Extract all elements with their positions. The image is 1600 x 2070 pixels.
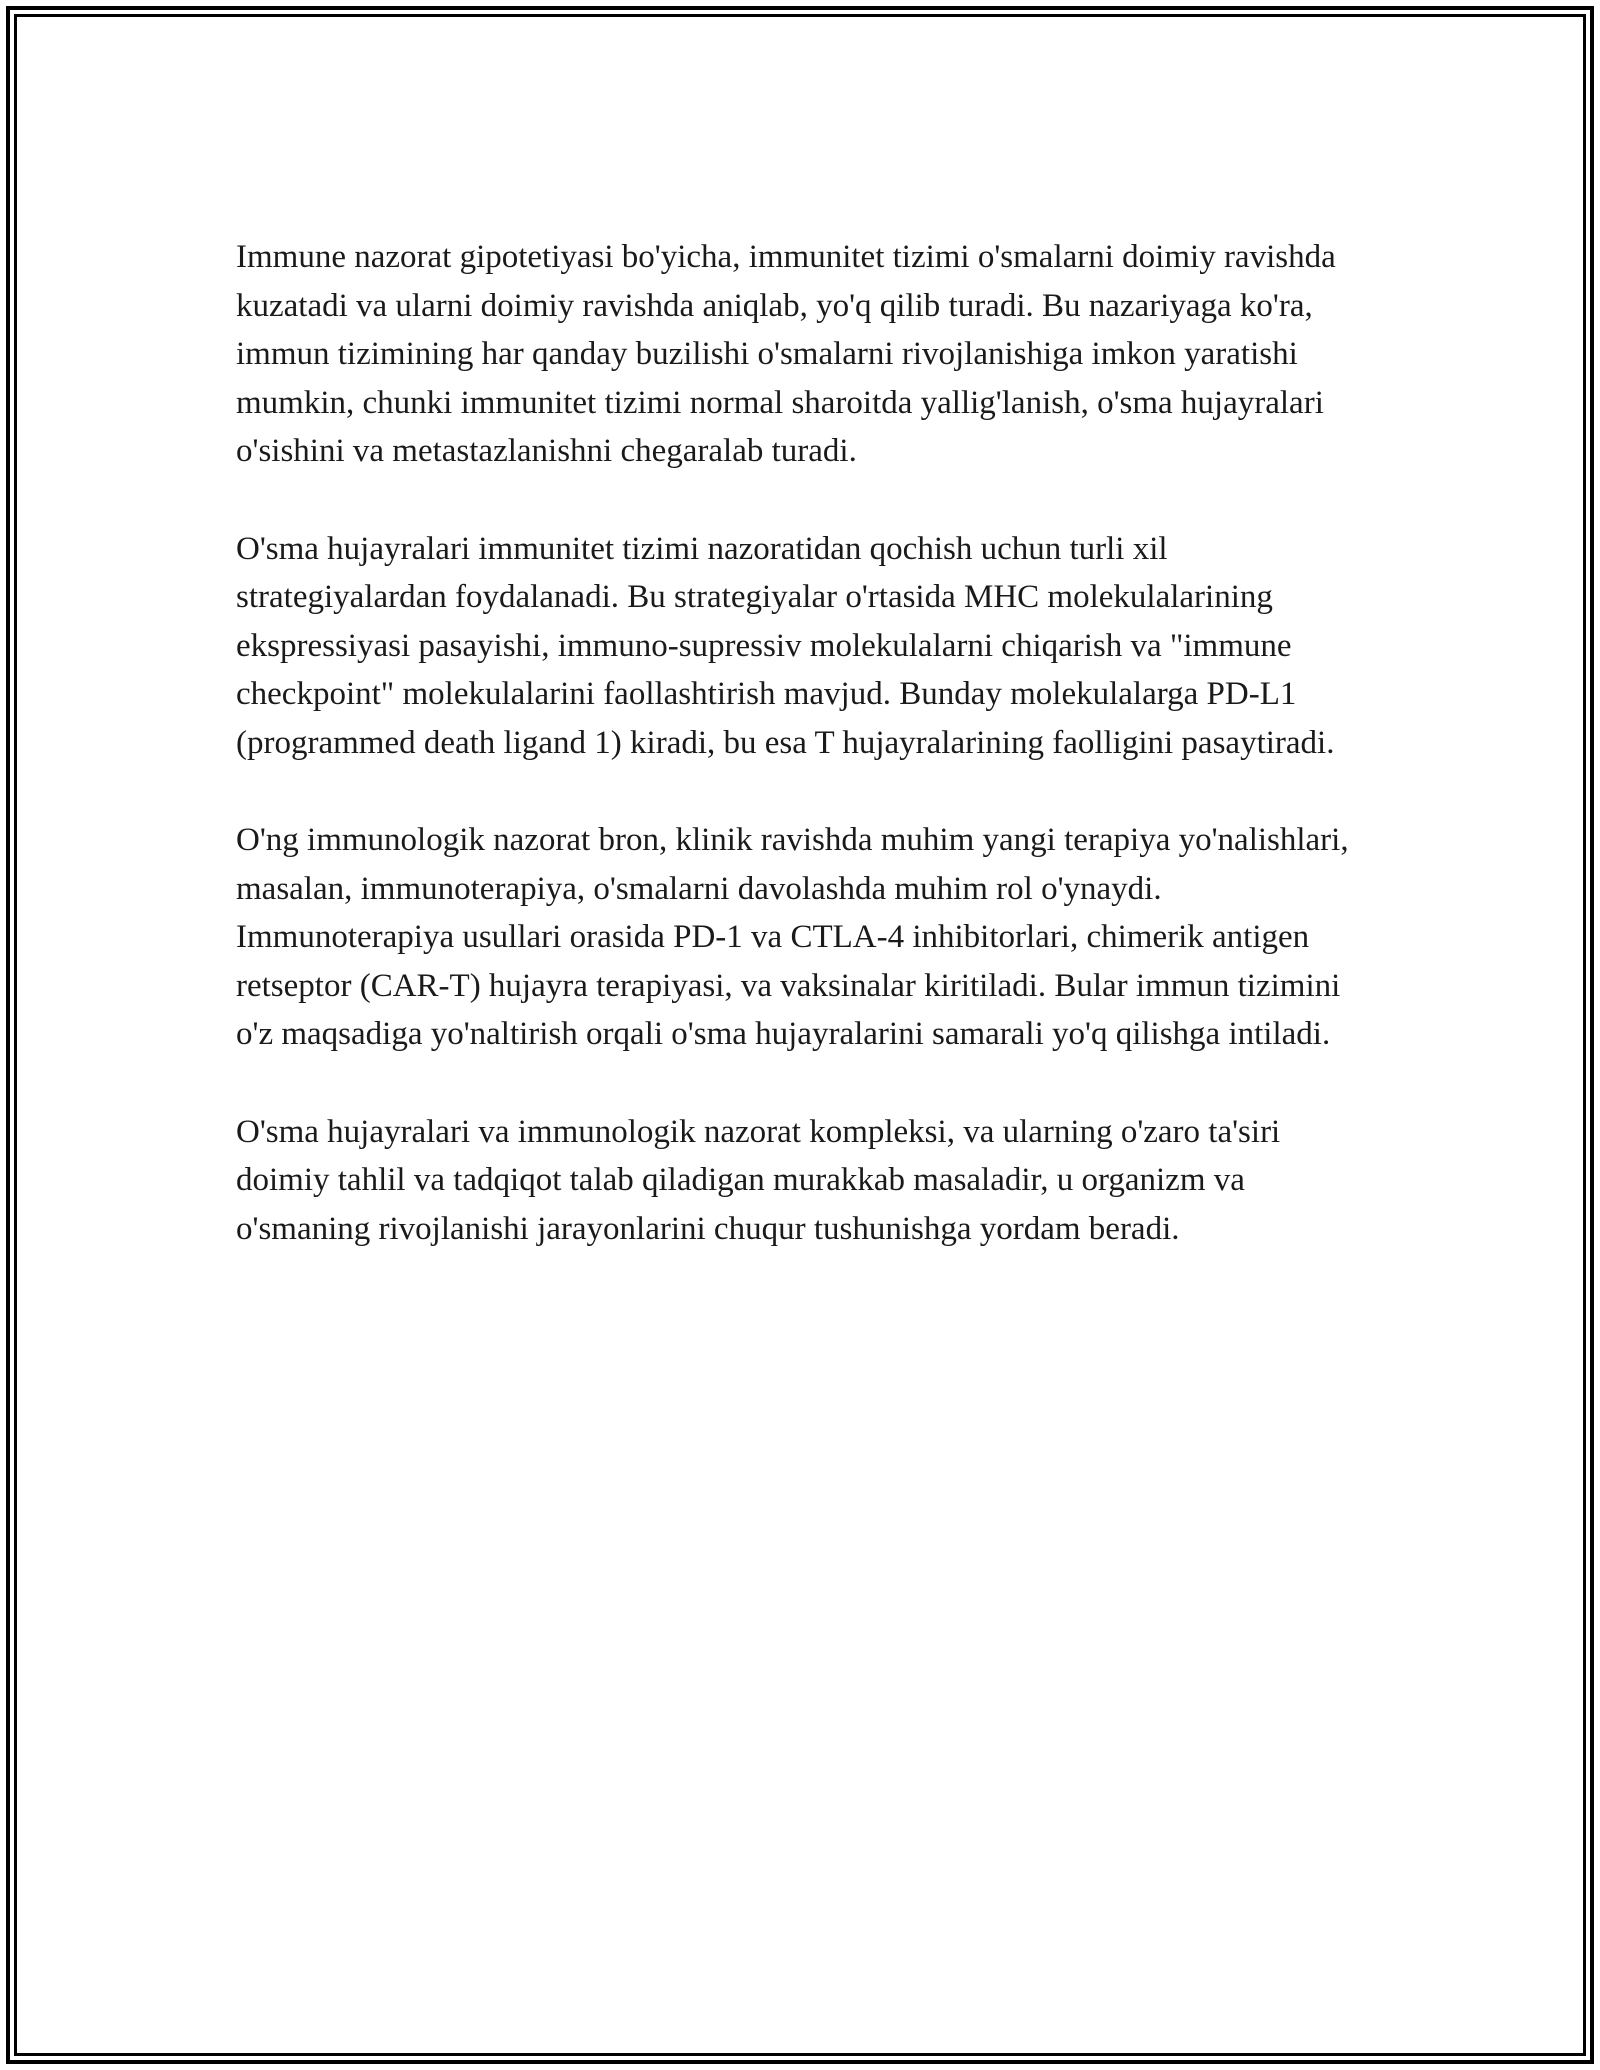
paragraph-immune-surveillance: Immune nazorat gipotetiyasi bo'yicha, immunitet tizimi o'smalarni doimiy ravishda kuzatadi va ularni doimiy ravishda aniqlab, yo'q qilib turadi. Bu nazariyaga ko'ra, immun tizimining har qanday buzilishi o'smalarni rivojlanishiga imkon yaratishi mumkin, chunki immunitet tizimi normal sharoitda yallig'lanish, o'sma hujayralari o'sishini va metastazlanishni chegaralab turadi. (236, 239, 1336, 469)
paragraph-tumor-escape: O'sma hujayralari immunitet tizimi nazoratidan qochish uchun turli xil strategiyalardan foydalanadi. Bu strategiyalar o'rtasida MHC molekulalarining ekspressiyasi pasayishi, immuno-supressiv molekulalarni chiqarish va "immune checkpoint" molekulalarini faollashtirish mavjud. Bunday molekulalarga PD-L1 (programmed death ligand 1) kiradi, bu esa T hujayralarining faolligini pasaytiradi. (236, 530, 1335, 761)
document-body (236, 233, 1376, 1302)
paragraph-immunotherapy: O'ng immunologik nazorat bron, klinik ravishda muhim yangi terapiya yo'nalishlari, masalan, immunoterapiya, o'smalarni davolashda muhim rol o'ynaydi. Immunoterapiya usullari orasida PD-1 va CTLA-4 inhibitorlari, chimerik antigen retseptor (CAR-T) hujayra terapiyasi, va vaksinalar kiritiladi. Bular immun tizimini o'z maqsadiga yo'naltirish orqali o'sma hujayralarini samarali yo'q qilishga intiladi. (236, 822, 1349, 1052)
paragraph-conclusion: O'sma hujayralari va immunologik nazorat kompleksi, va ularning o'zaro ta'siri doimiy tahlil va tadqiqot talab qiladigan murakkab masaladir, u organizm va o'smaning rivojlanishi jarayonlarini chuqur tushunishga yordam beradi. (236, 1113, 1281, 1247)
